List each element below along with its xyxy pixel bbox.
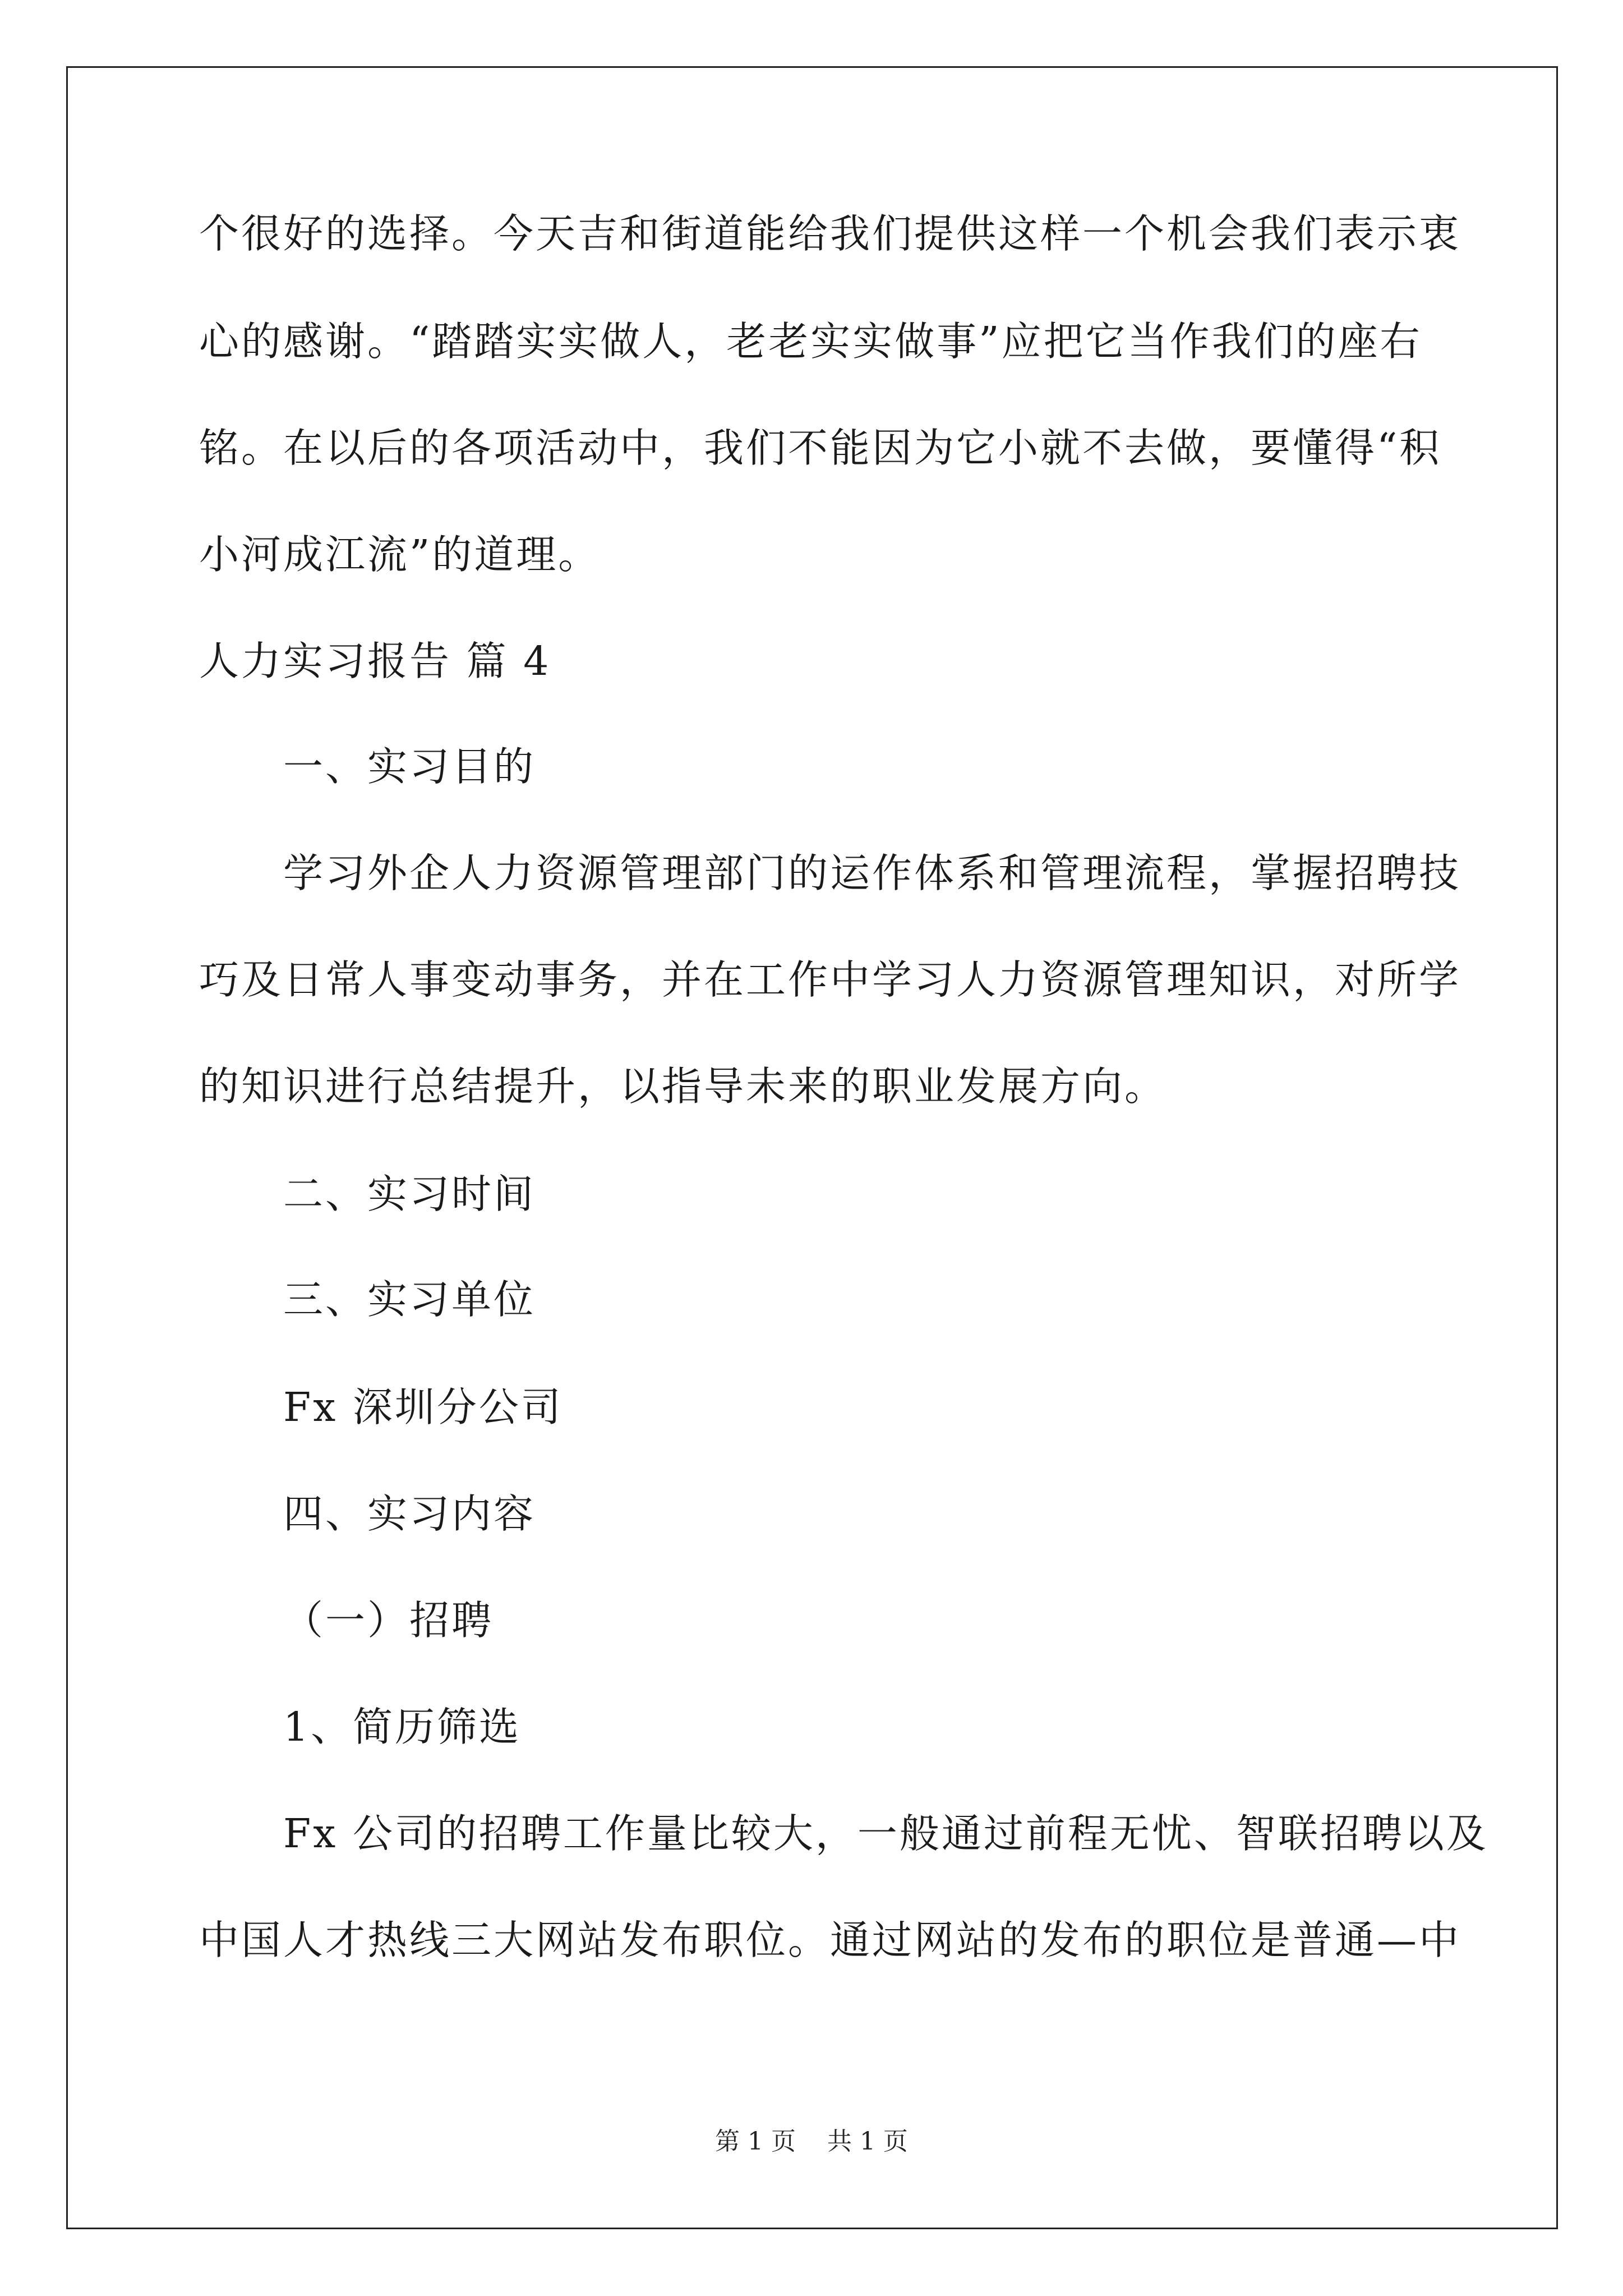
- page-footer: 第 1 页 共 1 页: [715, 2127, 908, 2156]
- heading-time: 二、实习时间: [283, 1171, 536, 1217]
- paragraph-line: 小河成江流”的道理。: [199, 531, 601, 578]
- paragraph-line: Fx 公司的招聘工作量比较大，一般通过前程无忧、智联招聘以及: [283, 1810, 1488, 1857]
- page-border: [66, 66, 1558, 2229]
- paragraph-line: 个很好的选择。今天吉和街道能给我们提供这样一个机会我们表示衷: [199, 210, 1461, 257]
- paragraph-line: 铭。在以后的各项活动中，我们不能因为它小就不去做，要懂得“积: [199, 425, 1442, 471]
- section-title: 人力实习报告 篇 4: [199, 638, 551, 684]
- paragraph-line: 巧及日常人事变动事务，并在工作中学习人力资源管理知识，对所学: [199, 956, 1461, 1003]
- paragraph-line: 中国人才热线三大网站发布职位。通过网站的发布的职位是普通—中: [199, 1917, 1461, 1963]
- heading-purpose: 一、实习目的: [283, 743, 536, 790]
- paragraph-line: 的知识进行总结提升，以指导未来的职业发展方向。: [199, 1063, 1167, 1110]
- paragraph-line: 学习外企人力资源管理部门的运作体系和管理流程，掌握招聘技: [283, 850, 1461, 896]
- heading-unit: 三、实习单位: [283, 1276, 536, 1323]
- item-resume-screening: 1、简历筛选: [283, 1704, 522, 1750]
- unit-name: Fx 深圳分公司: [283, 1384, 563, 1430]
- heading-content: 四、实习内容: [283, 1490, 536, 1537]
- subheading-recruitment: （一）招聘: [283, 1597, 494, 1644]
- paragraph-line: 心的感谢。“踏踏实实做人，老老实实做事”应把它当作我们的座右: [199, 318, 1422, 365]
